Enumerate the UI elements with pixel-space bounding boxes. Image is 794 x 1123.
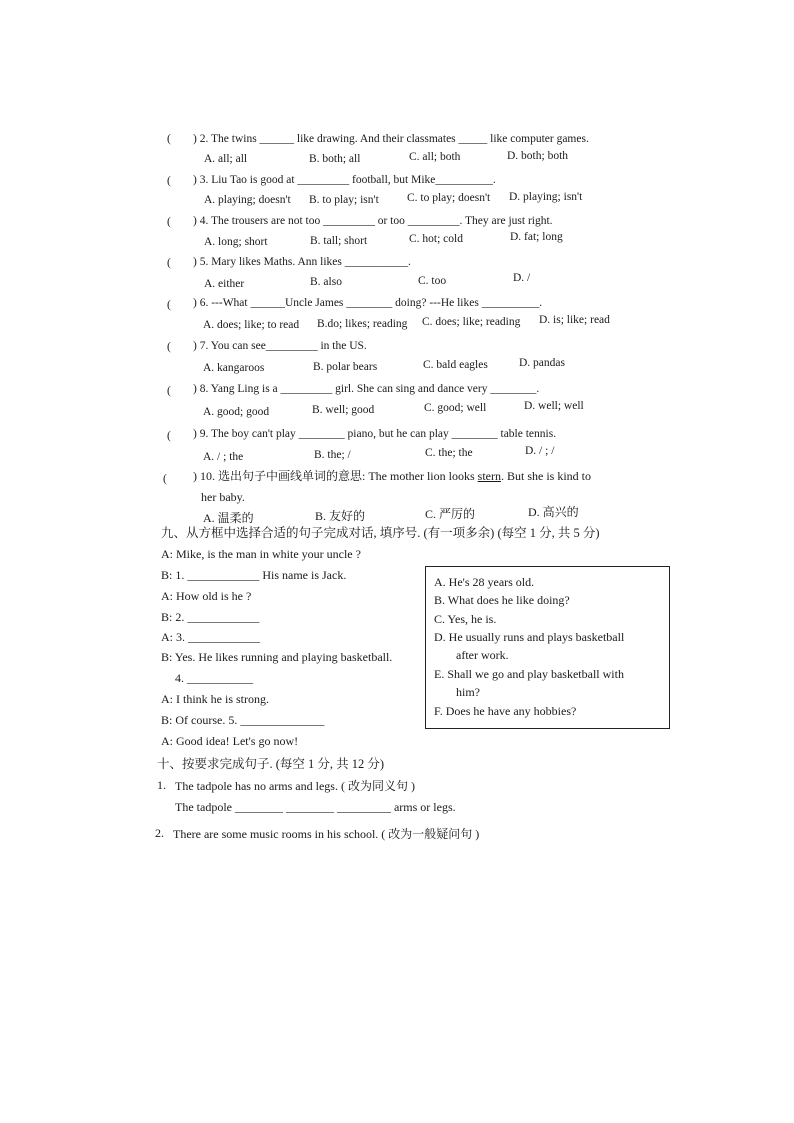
option-c: C. to play; doesn't	[407, 192, 491, 204]
option-d: D. playing; isn't	[509, 191, 583, 203]
option-c: C. does; like; reading	[422, 316, 521, 328]
dialogue-line: A: Mike, is the man in white your uncle ?	[161, 547, 361, 561]
option-d: D. pandas	[519, 357, 565, 369]
dialogue-line[interactable]: B: Of course. 5. ______________	[161, 713, 325, 727]
answer-paren[interactable]: (	[167, 385, 171, 397]
dialogue-line: A: Good idea! Let's go now!	[161, 734, 299, 748]
answer-paren[interactable]: (	[167, 257, 171, 269]
answer-paren[interactable]: (	[167, 175, 171, 187]
question-stem: ) 8. Yang Ling is a _________ girl. She can sing and dance very ________.	[193, 383, 540, 395]
option-b: B. tall; short	[310, 235, 368, 247]
choice-f: F. Does he have any hobbies?	[434, 704, 577, 718]
choice-e-cont: him?	[456, 685, 480, 699]
choice-c: C. Yes, he is.	[434, 612, 497, 626]
item-text: There are some music rooms in his school. ( 改为一般疑问句 )	[173, 827, 480, 841]
option-b: B. to play; isn't	[309, 194, 379, 206]
choice-a: A. He's 28 years old.	[434, 575, 535, 589]
item-number: 2.	[155, 826, 164, 840]
dialogue-line[interactable]: A: 3. ____________	[161, 630, 260, 644]
option-a: A. all; all	[204, 153, 248, 165]
option-a: A. either	[204, 278, 245, 290]
item-answer-line[interactable]: The tadpole ________ ________ _________ arms or legs.	[175, 800, 456, 814]
option-c: C. hot; cold	[409, 233, 463, 245]
option-a: A. playing; doesn't	[204, 194, 291, 206]
section-title: 九、从方框中选择合适的句子完成对话, 填序号. (有一项多余) (每空 1 分, 共 5 分)	[161, 526, 600, 540]
dialogue-line: A: How old is he ?	[161, 589, 252, 603]
question-stem: ) 4. The trousers are not too _________ or too _________. They are just right.	[193, 215, 553, 227]
dialogue-line: B: Yes. He likes running and playing basketball.	[161, 650, 393, 664]
answer-paren[interactable]: (	[167, 216, 171, 228]
dialogue-line[interactable]: 4. ___________	[175, 671, 253, 685]
choice-e: E. Shall we go and play basketball with	[434, 667, 624, 681]
choice-d-cont: after work.	[456, 648, 509, 662]
option-b: B.do; likes; reading	[317, 318, 408, 330]
option-d: D. well; well	[524, 400, 584, 412]
question-stem: ) 5. Mary likes Maths. Ann likes ___________.	[193, 256, 411, 268]
option-a: A. does; like; to read	[203, 319, 300, 331]
answer-paren[interactable]: (	[167, 430, 171, 442]
section-title: 十、按要求完成句子. (每空 1 分, 共 12 分)	[157, 757, 385, 771]
option-b: B. both; all	[309, 153, 361, 165]
answer-paren[interactable]: (	[167, 341, 171, 353]
option-a: A. good; good	[203, 406, 270, 418]
option-c: C. too	[418, 275, 447, 287]
question-stem-line2: her baby.	[201, 490, 245, 504]
question-stem: ) 6. ---What ______Uncle James ________ doing? ---He likes __________.	[193, 297, 543, 309]
question-stem: ) 3. Liu Tao is good at _________ football, but Mike__________.	[193, 174, 496, 186]
option-d: D. both; both	[507, 150, 569, 162]
question-stem: ) 7. You can see_________ in the US.	[193, 340, 367, 352]
option-d: D. 高兴的	[528, 505, 579, 519]
option-c: C. the; the	[425, 447, 473, 459]
item-number: 1.	[157, 778, 166, 792]
option-c: C. good; well	[424, 402, 487, 414]
answer-paren[interactable]: (	[163, 473, 167, 485]
answer-paren[interactable]: (	[167, 299, 171, 311]
dialogue-line: A: I think he is strong.	[161, 692, 269, 706]
option-d: D. is; like; read	[539, 314, 610, 326]
question-stem: ) 9. The boy can't play ________ piano, but he can play ________ table tennis.	[193, 428, 557, 440]
stem-pre: ) 10. 选出句子中画线单词的意思: The mother lion looks	[193, 469, 478, 483]
dialogue-line[interactable]: B: 2. ____________	[161, 610, 260, 624]
answer-choice-box	[425, 566, 670, 729]
option-c: C. 严厉的	[425, 507, 476, 521]
option-c: C. all; both	[409, 151, 461, 163]
dialogue-line[interactable]: B: 1. ____________ His name is Jack.	[161, 568, 347, 582]
option-d: D. fat; long	[510, 231, 563, 243]
option-b: B. 友好的	[315, 509, 366, 523]
option-b: B. also	[310, 276, 342, 288]
option-a: A. 温柔的	[203, 511, 254, 525]
answer-paren[interactable]: (	[167, 133, 171, 145]
option-a: A. long; short	[204, 236, 268, 248]
question-stem	[193, 467, 591, 484]
stem-post: . But she is kind to	[500, 469, 591, 483]
option-a: A. / ; the	[203, 451, 244, 463]
item-text: The tadpole has no arms and legs. ( 改为同义句 )	[175, 779, 415, 793]
option-b: B. polar bears	[313, 361, 378, 373]
option-a: A. kangaroos	[203, 362, 265, 374]
option-b: B. well; good	[312, 404, 375, 416]
question-stem: ) 2. The twins ______ like drawing. And their classmates _____ like computer games.	[193, 133, 589, 145]
option-d: D. / ; /	[525, 445, 555, 457]
choice-d: D. He usually runs and plays basketball	[434, 630, 625, 644]
option-c: C. bald eagles	[423, 359, 488, 371]
option-d: D. /	[513, 272, 531, 284]
choice-b: B. What does he like doing?	[434, 593, 570, 607]
underlined-word: stern	[477, 469, 501, 483]
option-b: B. the; /	[314, 449, 351, 461]
